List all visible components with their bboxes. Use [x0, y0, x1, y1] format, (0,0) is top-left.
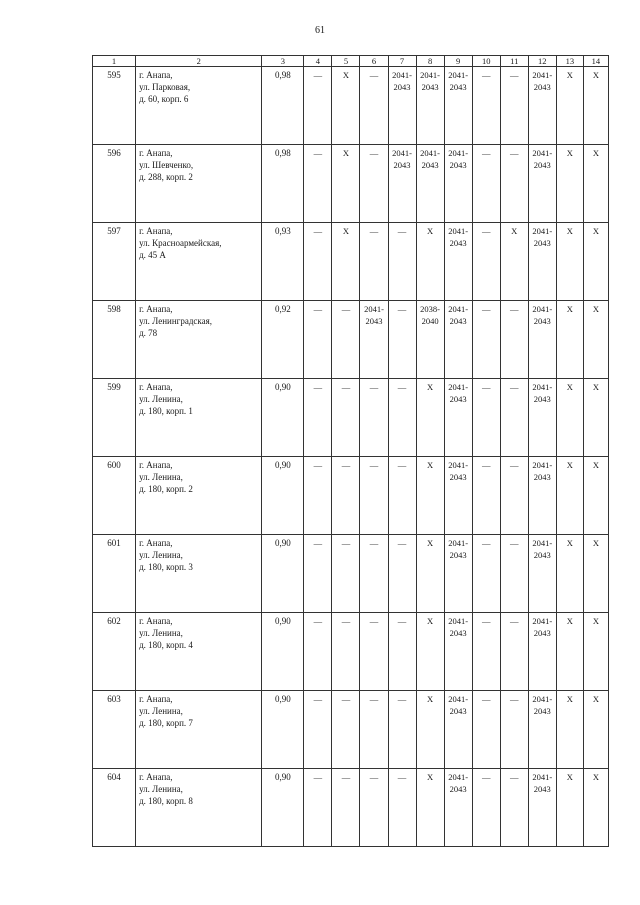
- address-cell: [136, 457, 262, 535]
- schedule-cell: —: [360, 67, 388, 145]
- schedule-cell: 2041-2043: [528, 769, 556, 847]
- table-row: [93, 613, 609, 691]
- schedule-cell: X: [583, 379, 608, 457]
- schedule-cell: —: [388, 769, 416, 847]
- schedule-cell: —: [388, 691, 416, 769]
- schedule-cell: X: [556, 457, 583, 535]
- address-line: д. 78: [139, 328, 158, 338]
- schedule-cell: X: [416, 223, 444, 301]
- schedule-cell: X: [583, 223, 608, 301]
- table-row: [93, 223, 609, 301]
- schedule-cell: X: [416, 613, 444, 691]
- schedule-cell: 2041-2043: [444, 67, 472, 145]
- schedule-cell: 2041-2043: [416, 67, 444, 145]
- schedule-cell: 2041-2043: [528, 67, 556, 145]
- schedule-cell: X: [556, 769, 583, 847]
- schedule-cell: 2041-2043: [444, 145, 472, 223]
- schedule-cell: —: [472, 67, 500, 145]
- schedule-cell: —: [472, 379, 500, 457]
- schedule-cell: —: [500, 691, 528, 769]
- schedule-cell: 2041-2043: [444, 301, 472, 379]
- schedule-cell: —: [304, 145, 332, 223]
- address-line: д. 180, корп. 4: [139, 640, 193, 650]
- schedule-cell: —: [500, 613, 528, 691]
- schedule-cell: X: [556, 379, 583, 457]
- schedule-cell: X: [416, 769, 444, 847]
- schedule-cell: —: [472, 457, 500, 535]
- address-line: ул. Ленина,: [139, 550, 183, 560]
- row-number: 596: [93, 145, 136, 223]
- schedule-cell: —: [360, 145, 388, 223]
- schedule-cell: X: [583, 613, 608, 691]
- row-number: 601: [93, 535, 136, 613]
- column-header: 6: [360, 56, 388, 67]
- page-number: 61: [315, 25, 325, 36]
- schedule-cell: X: [583, 145, 608, 223]
- address-line: д. 288, корп. 2: [139, 172, 193, 182]
- schedule-cell: 2041-2043: [444, 535, 472, 613]
- value-cell: 0,98: [262, 145, 304, 223]
- schedule-cell: X: [416, 379, 444, 457]
- schedule-cell: —: [500, 457, 528, 535]
- column-header: 7: [388, 56, 416, 67]
- address-line: д. 180, корп. 3: [139, 562, 193, 572]
- column-header: 5: [332, 56, 360, 67]
- address-cell: [136, 301, 262, 379]
- schedule-cell: —: [304, 223, 332, 301]
- schedule-cell: X: [583, 535, 608, 613]
- schedule-cell: —: [500, 301, 528, 379]
- schedule-cell: —: [332, 769, 360, 847]
- schedule-cell: X: [583, 457, 608, 535]
- schedule-cell: —: [472, 613, 500, 691]
- schedule-cell: —: [332, 691, 360, 769]
- schedule-cell: —: [332, 535, 360, 613]
- row-number: 597: [93, 223, 136, 301]
- address-line: г. Анапа,: [139, 694, 173, 704]
- schedule-cell: —: [472, 145, 500, 223]
- row-number: 602: [93, 613, 136, 691]
- schedule-cell: —: [500, 535, 528, 613]
- address-line: ул. Парковая,: [139, 82, 191, 92]
- value-cell: 0,90: [262, 769, 304, 847]
- schedule-cell: X: [556, 67, 583, 145]
- address-cell: [136, 145, 262, 223]
- schedule-cell: X: [416, 457, 444, 535]
- column-header: 11: [500, 56, 528, 67]
- schedule-cell: —: [388, 457, 416, 535]
- schedule-cell: 2041-2043: [444, 457, 472, 535]
- schedule-cell: —: [388, 223, 416, 301]
- schedule-cell: 2041-2043: [528, 457, 556, 535]
- table-row: [93, 457, 609, 535]
- schedule-cell: X: [556, 145, 583, 223]
- schedule-cell: —: [304, 301, 332, 379]
- schedule-cell: X: [416, 691, 444, 769]
- value-cell: 0,90: [262, 613, 304, 691]
- schedule-cell: X: [332, 223, 360, 301]
- value-cell: 0,90: [262, 457, 304, 535]
- value-cell: 0,98: [262, 67, 304, 145]
- schedule-cell: X: [556, 691, 583, 769]
- column-header: 4: [304, 56, 332, 67]
- schedule-cell: —: [360, 691, 388, 769]
- address-line: ул. Ленина,: [139, 706, 183, 716]
- schedule-cell: —: [500, 67, 528, 145]
- schedule-cell: —: [388, 301, 416, 379]
- schedule-cell: 2041-2043: [528, 145, 556, 223]
- row-number: 604: [93, 769, 136, 847]
- table-row: [93, 301, 609, 379]
- schedule-cell: 2041-2043: [360, 301, 388, 379]
- address-line: ул. Красноармейская,: [139, 238, 222, 248]
- column-header: 13: [556, 56, 583, 67]
- row-number: 600: [93, 457, 136, 535]
- schedule-cell: 2041-2043: [444, 769, 472, 847]
- schedule-cell: 2041-2043: [528, 535, 556, 613]
- value-cell: 0,93: [262, 223, 304, 301]
- address-line: д. 180, корп. 2: [139, 484, 193, 494]
- table-row: [93, 691, 609, 769]
- schedule-cell: 2041-2043: [528, 379, 556, 457]
- schedule-cell: —: [388, 379, 416, 457]
- schedule-cell: X: [556, 613, 583, 691]
- value-cell: 0,90: [262, 379, 304, 457]
- address-line: г. Анапа,: [139, 538, 173, 548]
- address-line: д. 180, корп. 8: [139, 796, 193, 806]
- table-row: [93, 535, 609, 613]
- address-line: ул. Ленина,: [139, 472, 183, 482]
- schedule-cell: —: [360, 379, 388, 457]
- schedule-cell: —: [500, 379, 528, 457]
- schedule-cell: X: [583, 67, 608, 145]
- column-header: 3: [262, 56, 304, 67]
- schedule-cell: 2041-2043: [528, 223, 556, 301]
- address-cell: [136, 613, 262, 691]
- table-row: [93, 379, 609, 457]
- schedule-cell: —: [388, 613, 416, 691]
- schedule-cell: 2041-2043: [528, 691, 556, 769]
- schedule-cell: —: [388, 535, 416, 613]
- schedule-cell: —: [304, 769, 332, 847]
- address-cell: [136, 691, 262, 769]
- header-row: [93, 56, 609, 67]
- schedule-cell: —: [472, 691, 500, 769]
- schedule-cell: 2041-2043: [444, 691, 472, 769]
- schedule-cell: X: [332, 145, 360, 223]
- schedule-cell: X: [583, 301, 608, 379]
- row-number: 595: [93, 67, 136, 145]
- table-row: [93, 67, 609, 145]
- schedule-cell: —: [304, 613, 332, 691]
- schedule-cell: —: [360, 535, 388, 613]
- address-line: ул. Шевченко,: [139, 160, 194, 170]
- schedule-cell: —: [500, 145, 528, 223]
- value-cell: 0,90: [262, 691, 304, 769]
- schedule-cell: —: [472, 769, 500, 847]
- schedule-cell: 2041-2043: [444, 223, 472, 301]
- column-header: 12: [528, 56, 556, 67]
- address-line: д. 180, корп. 7: [139, 718, 193, 728]
- schedule-cell: X: [583, 769, 608, 847]
- schedule-cell: —: [304, 379, 332, 457]
- schedule-cell: —: [332, 379, 360, 457]
- column-header: 14: [583, 56, 608, 67]
- table-row: [93, 769, 609, 847]
- schedule-cell: —: [304, 67, 332, 145]
- address-line: г. Анапа,: [139, 304, 173, 314]
- address-line: ул. Ленина,: [139, 784, 183, 794]
- schedule-cell: 2038-2040: [416, 301, 444, 379]
- address-line: ул. Ленина,: [139, 628, 183, 638]
- row-number: 598: [93, 301, 136, 379]
- value-cell: 0,92: [262, 301, 304, 379]
- schedule-cell: —: [360, 223, 388, 301]
- schedule-cell: —: [500, 769, 528, 847]
- schedule-cell: —: [360, 769, 388, 847]
- address-line: г. Анапа,: [139, 70, 173, 80]
- row-number: 599: [93, 379, 136, 457]
- schedule-cell: 2041-2043: [528, 301, 556, 379]
- address-line: г. Анапа,: [139, 382, 173, 392]
- schedule-cell: 2041-2043: [416, 145, 444, 223]
- address-cell: [136, 535, 262, 613]
- schedule-cell: X: [332, 67, 360, 145]
- address-line: ул. Ленина,: [139, 394, 183, 404]
- schedule-cell: —: [332, 613, 360, 691]
- address-line: г. Анапа,: [139, 616, 173, 626]
- schedule-cell: X: [583, 691, 608, 769]
- address-line: г. Анапа,: [139, 226, 173, 236]
- table-row: [93, 145, 609, 223]
- column-header: 1: [93, 56, 136, 67]
- schedule-cell: —: [304, 457, 332, 535]
- schedule-cell: 2041-2043: [528, 613, 556, 691]
- schedule-cell: 2041-2043: [444, 379, 472, 457]
- row-number: 603: [93, 691, 136, 769]
- schedule-cell: —: [360, 457, 388, 535]
- value-cell: 0,90: [262, 535, 304, 613]
- address-line: д. 60, корп. 6: [139, 94, 189, 104]
- schedule-cell: —: [472, 301, 500, 379]
- schedule-cell: —: [472, 535, 500, 613]
- schedule-cell: X: [500, 223, 528, 301]
- schedule-cell: —: [304, 535, 332, 613]
- schedule-cell: —: [332, 301, 360, 379]
- address-cell: [136, 769, 262, 847]
- address-cell: [136, 223, 262, 301]
- schedule-cell: X: [416, 535, 444, 613]
- column-header: 2: [136, 56, 262, 67]
- schedule-cell: —: [360, 613, 388, 691]
- address-line: д. 180, корп. 1: [139, 406, 193, 416]
- schedule-cell: 2041-2043: [388, 145, 416, 223]
- column-header: 9: [444, 56, 472, 67]
- address-cell: [136, 67, 262, 145]
- address-line: д. 45 А: [139, 250, 166, 260]
- schedule-cell: —: [472, 223, 500, 301]
- address-line: г. Анапа,: [139, 772, 173, 782]
- schedule-cell: 2041-2043: [444, 613, 472, 691]
- column-header: 10: [472, 56, 500, 67]
- column-header: 8: [416, 56, 444, 67]
- schedule-cell: —: [332, 457, 360, 535]
- address-line: г. Анапа,: [139, 460, 173, 470]
- address-line: ул. Ленинградская,: [139, 316, 213, 326]
- schedule-cell: X: [556, 223, 583, 301]
- schedule-cell: X: [556, 301, 583, 379]
- schedule-cell: —: [304, 691, 332, 769]
- housing-table: [92, 55, 609, 847]
- schedule-cell: X: [556, 535, 583, 613]
- address-line: г. Анапа,: [139, 148, 173, 158]
- schedule-cell: 2041-2043: [388, 67, 416, 145]
- address-cell: [136, 379, 262, 457]
